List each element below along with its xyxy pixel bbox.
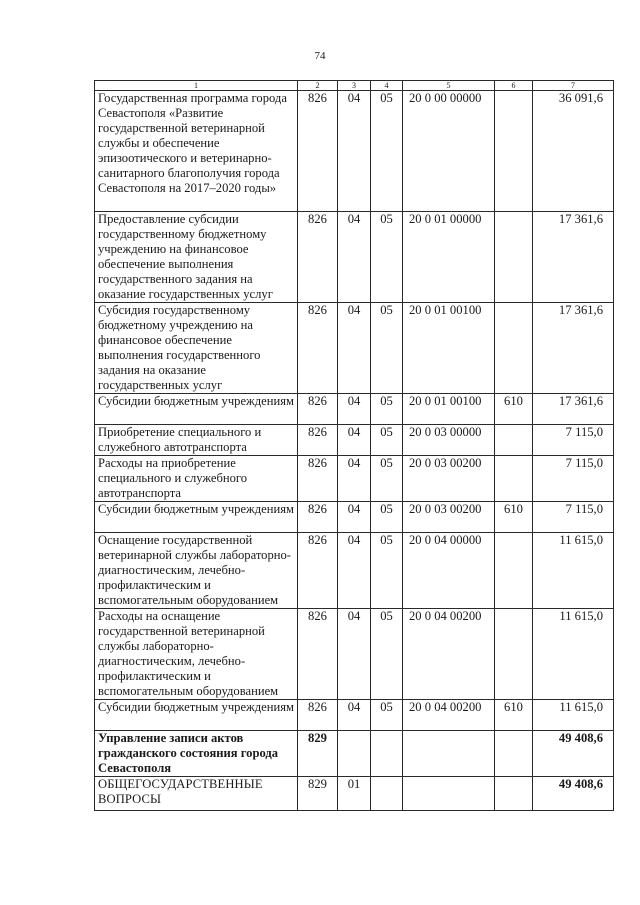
target-article-code: 20 0 04 00200 bbox=[403, 609, 495, 700]
table-row bbox=[95, 212, 614, 303]
target-article-code bbox=[403, 731, 495, 777]
subsection-code: 05 bbox=[371, 91, 403, 212]
subsection-code: 05 bbox=[371, 212, 403, 303]
table-row bbox=[95, 777, 614, 811]
expense-type-code: 610 bbox=[495, 700, 533, 731]
subsection-code: 05 bbox=[371, 394, 403, 425]
expense-type-code bbox=[495, 731, 533, 777]
subsection-code: 05 bbox=[371, 609, 403, 700]
amount: 11 615,0 bbox=[533, 533, 614, 609]
ved-code: 826 bbox=[298, 700, 338, 731]
ved-code: 826 bbox=[298, 609, 338, 700]
section-code: 04 bbox=[338, 425, 371, 456]
table-row bbox=[95, 425, 614, 456]
amount: 17 361,6 bbox=[533, 394, 614, 425]
section-code: 04 bbox=[338, 456, 371, 502]
expense-type-code bbox=[495, 777, 533, 811]
section-code: 04 bbox=[338, 394, 371, 425]
amount: 17 361,6 bbox=[533, 212, 614, 303]
ved-code: 826 bbox=[298, 425, 338, 456]
ved-code: 826 bbox=[298, 456, 338, 502]
ved-code: 826 bbox=[298, 303, 338, 394]
column-number: 3 bbox=[338, 81, 371, 91]
row-name: Государственная программа города Севастополя «Развитие государственной ветеринарной службы и обеспечение эпизоотического и ветеринарно-санитарного благополучия города Севастополя на 2017–2020 годы» bbox=[95, 91, 298, 212]
section-code: 04 bbox=[338, 303, 371, 394]
ved-code: 826 bbox=[298, 91, 338, 212]
target-article-code: 20 0 03 00000 bbox=[403, 425, 495, 456]
row-name: Приобретение специального и служебного автотранспорта bbox=[95, 425, 298, 456]
column-number: 5 bbox=[403, 81, 495, 91]
column-number: 6 bbox=[495, 81, 533, 91]
table-row bbox=[95, 394, 614, 425]
section-code: 01 bbox=[338, 777, 371, 811]
section-code: 04 bbox=[338, 609, 371, 700]
target-article-code: 20 0 03 00200 bbox=[403, 502, 495, 533]
amount: 11 615,0 bbox=[533, 700, 614, 731]
target-article-code: 20 0 01 00100 bbox=[403, 394, 495, 425]
row-name: ОБЩЕГОСУДАРСТВЕННЫЕ ВОПРОСЫ bbox=[95, 777, 298, 811]
column-number: 4 bbox=[371, 81, 403, 91]
row-name: Расходы на оснащение государственной ветеринарной службы лабораторно-диагностическим, лечебно-профилактическим и вспомогательным оборудованием bbox=[95, 609, 298, 700]
amount: 49 408,6 bbox=[533, 777, 614, 811]
expense-type-code bbox=[495, 456, 533, 502]
column-number-row bbox=[95, 81, 614, 91]
table-row bbox=[95, 700, 614, 731]
amount: 7 115,0 bbox=[533, 502, 614, 533]
amount: 7 115,0 bbox=[533, 425, 614, 456]
subsection-code: 05 bbox=[371, 533, 403, 609]
row-name: Оснащение государственной ветеринарной службы лабораторно-диагностическим, лечебно-профилактическим и вспомогательным оборудованием bbox=[95, 533, 298, 609]
expense-type-code: 610 bbox=[495, 502, 533, 533]
ved-code: 826 bbox=[298, 212, 338, 303]
expense-type-code bbox=[495, 212, 533, 303]
section-code: 04 bbox=[338, 502, 371, 533]
page-number: 74 bbox=[314, 50, 326, 62]
subsection-code: 05 bbox=[371, 502, 403, 533]
expense-type-code bbox=[495, 425, 533, 456]
budget-table bbox=[94, 80, 614, 811]
section-code bbox=[338, 731, 371, 777]
row-name: Предоставление субсидии государственному бюджетному учреждению на финансовое обеспечение выполнения государственного задания на оказание государственных услуг bbox=[95, 212, 298, 303]
target-article-code: 20 0 01 00000 bbox=[403, 212, 495, 303]
subsection-code bbox=[371, 777, 403, 811]
row-name: Субсидии бюджетным учреждениям bbox=[95, 394, 298, 425]
table-row bbox=[95, 91, 614, 212]
column-number: 2 bbox=[298, 81, 338, 91]
target-article-code: 20 0 04 00000 bbox=[403, 533, 495, 609]
ved-code: 826 bbox=[298, 394, 338, 425]
amount: 17 361,6 bbox=[533, 303, 614, 394]
section-code: 04 bbox=[338, 700, 371, 731]
table-row bbox=[95, 456, 614, 502]
target-article-code bbox=[403, 777, 495, 811]
table-row bbox=[95, 303, 614, 394]
row-name: Расходы на приобретение специального и служебного автотранспорта bbox=[95, 456, 298, 502]
target-article-code: 20 0 03 00200 bbox=[403, 456, 495, 502]
expense-type-code bbox=[495, 533, 533, 609]
section-code: 04 bbox=[338, 91, 371, 212]
table-row bbox=[95, 609, 614, 700]
amount: 7 115,0 bbox=[533, 456, 614, 502]
section-code: 04 bbox=[338, 533, 371, 609]
amount: 36 091,6 bbox=[533, 91, 614, 212]
target-article-code: 20 0 01 00100 bbox=[403, 303, 495, 394]
expense-type-code bbox=[495, 609, 533, 700]
amount: 49 408,6 bbox=[533, 731, 614, 777]
subsection-code: 05 bbox=[371, 456, 403, 502]
section-code: 04 bbox=[338, 212, 371, 303]
subsection-code: 05 bbox=[371, 425, 403, 456]
ved-code: 829 bbox=[298, 731, 338, 777]
expense-type-code bbox=[495, 303, 533, 394]
expense-type-code: 610 bbox=[495, 394, 533, 425]
row-name: Субсидии бюджетным учреждениям bbox=[95, 502, 298, 533]
column-number: 1 bbox=[95, 81, 298, 91]
target-article-code: 20 0 00 00000 bbox=[403, 91, 495, 212]
table-row bbox=[95, 731, 614, 777]
expense-type-code bbox=[495, 91, 533, 212]
ved-code: 829 bbox=[298, 777, 338, 811]
row-name: Субсидия государственному бюджетному учреждению на финансовое обеспечение выполнения государственного задания на оказание государственных услуг bbox=[95, 303, 298, 394]
subsection-code: 05 bbox=[371, 303, 403, 394]
table-row bbox=[95, 502, 614, 533]
amount: 11 615,0 bbox=[533, 609, 614, 700]
table-row bbox=[95, 533, 614, 609]
row-name: Субсидии бюджетным учреждениям bbox=[95, 700, 298, 731]
target-article-code: 20 0 04 00200 bbox=[403, 700, 495, 731]
subsection-code bbox=[371, 731, 403, 777]
ved-code: 826 bbox=[298, 502, 338, 533]
row-name: Управление записи актов гражданского состояния города Севастополя bbox=[95, 731, 298, 777]
ved-code: 826 bbox=[298, 533, 338, 609]
column-number: 7 bbox=[533, 81, 614, 91]
subsection-code: 05 bbox=[371, 700, 403, 731]
